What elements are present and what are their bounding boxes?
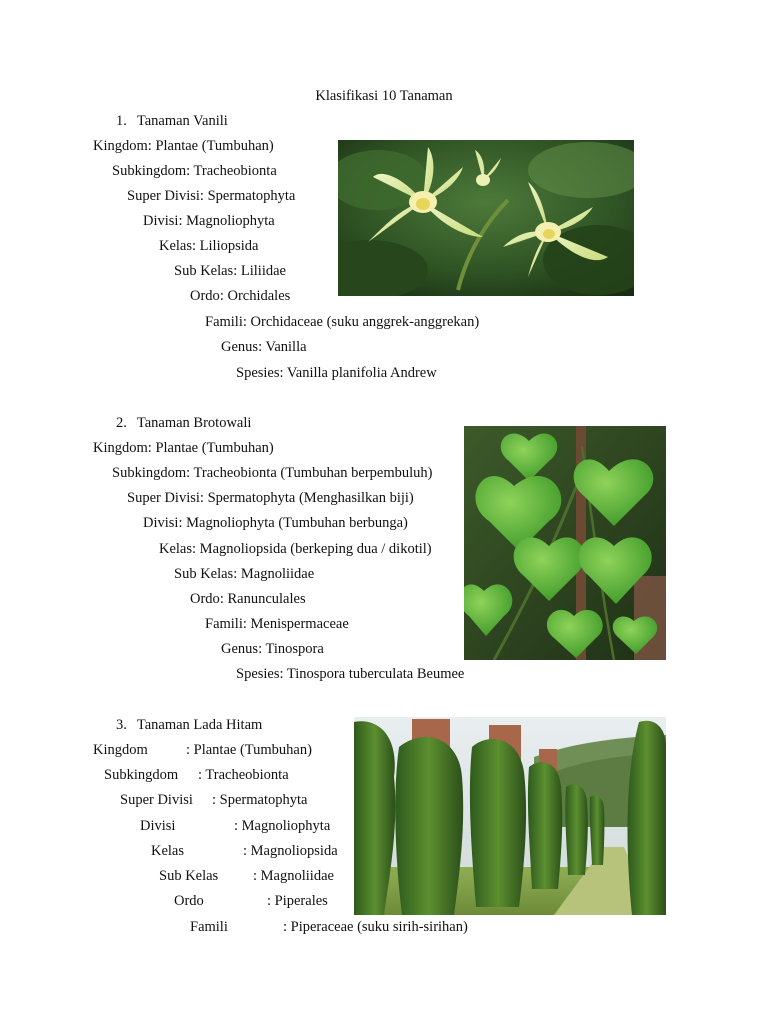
rank-label: Kingdom (93, 440, 148, 456)
rank-label: Famili (190, 919, 228, 935)
rank-value: Tinospora tuberculata Beumee (286, 666, 465, 682)
rank-value: Menispermaceae (250, 616, 349, 632)
classification-row: Sub Kelas : Magnoliidae (159, 868, 334, 884)
rank-label: Famili (205, 314, 243, 330)
rank-label: Famili (205, 616, 243, 632)
classification-row: Ordo: Orchidales (190, 288, 291, 304)
rank-value: Orchidaceae (suku anggrek-anggrekan) (250, 314, 480, 330)
brotowali-leaves-photo (464, 426, 666, 660)
classification-row: Kelas: Magnoliopsida (berkeping dua / dikotil) (159, 541, 432, 557)
rank-value: Magnoliophyta (241, 818, 331, 834)
rank-label: Kelas (159, 541, 193, 557)
rank-value: Vanilla planifolia Andrew (286, 365, 437, 381)
classification-row: Spesies: Vanilla planifolia Andrew (236, 365, 437, 381)
classification-row: Kingdom: Plantae (Tumbuhan) (93, 440, 274, 456)
pepper-plantation-photo (354, 717, 666, 915)
rank-label: Subkingdom (104, 767, 179, 783)
section-heading (116, 112, 228, 130)
classification-row: Kelas : Magnoliopsida (151, 843, 338, 859)
rank-value: Plantae (Tumbuhan) (155, 440, 274, 456)
rank-value: Magnoliopsida (250, 843, 338, 859)
rank-value: Magnoliidae (240, 566, 315, 582)
section-title: Tanaman Lada Hitam (136, 717, 263, 733)
rank-value: Piperaceae (suku sirih-sirihan) (290, 919, 468, 935)
rank-value: Magnoliophyta (Tumbuhan berbunga) (186, 515, 408, 531)
rank-value: Tinospora (265, 641, 324, 657)
rank-label: Ordo (190, 591, 220, 607)
section-number: 1. (116, 113, 127, 129)
rank-value: Magnoliopsida (berkeping dua / dikotil) (199, 541, 432, 557)
rank-value: Ranunculales (227, 591, 306, 607)
classification-row: Subkingdom: Tracheobionta (Tumbuhan berpembuluh) (112, 465, 433, 481)
rank-label: Subkingdom (112, 465, 187, 481)
classification-row: Divisi : Magnoliophyta (140, 818, 331, 834)
rank-value: Spermatophyta (219, 792, 308, 808)
rank-label: Divisi (140, 818, 176, 834)
rank-value: Tracheobionta (205, 767, 289, 783)
classification-row: Super Divisi: Spermatophyta (127, 188, 296, 204)
classification-row: Spesies: Tinospora tuberculata Beumee (236, 666, 465, 682)
rank-value: Orchidales (227, 288, 291, 304)
classification-row: Ordo : Piperales (174, 893, 328, 909)
rank-value: Liliidae (240, 263, 286, 279)
rank-label: Sub Kelas (159, 868, 219, 884)
classification-row: Divisi: Magnoliophyta (143, 213, 275, 229)
rank-label: Spesies (236, 365, 280, 381)
rank-label: Kingdom (93, 742, 148, 758)
document-title: Klasifikasi 10 Tanaman (315, 88, 453, 104)
section-number: 2. (116, 415, 127, 431)
classification-row: Sub Kelas: Liliidae (174, 263, 286, 279)
section-number: 3. (116, 717, 127, 733)
rank-label: Genus (221, 641, 259, 657)
rank-label: Super Divisi (120, 792, 193, 808)
rank-value: Spermatophyta (207, 188, 296, 204)
section-heading (116, 716, 262, 734)
rank-label: Divisi (143, 213, 179, 229)
section-title: Tanaman Vanili (136, 113, 228, 129)
rank-label: Genus (221, 339, 259, 355)
rank-value: Magnoliidae (260, 868, 334, 884)
rank-label: Divisi (143, 515, 179, 531)
rank-value: Vanilla (265, 339, 307, 355)
classification-row: Subkingdom: Tracheobionta (112, 163, 277, 179)
rank-value: Liliopsida (199, 238, 259, 254)
classification-row: Famili: Orchidaceae (suku anggrek-anggrekan) (205, 314, 480, 330)
classification-row: Famili: Menispermaceae (205, 616, 349, 632)
rank-label: Kelas (151, 843, 185, 859)
classification-row: Divisi: Magnoliophyta (Tumbuhan berbunga) (143, 515, 408, 531)
rank-value: Tracheobionta (193, 163, 277, 179)
classification-row: Kingdom: Plantae (Tumbuhan) (93, 138, 274, 154)
rank-value: Piperales (274, 893, 328, 909)
classification-row: Sub Kelas: Magnoliidae (174, 566, 315, 582)
rank-label: Kelas (159, 238, 193, 254)
rank-value: Plantae (Tumbuhan) (155, 138, 274, 154)
rank-label: Sub Kelas (174, 263, 234, 279)
rank-value: Tracheobionta (Tumbuhan berpembuluh) (193, 465, 433, 481)
rank-label: Super Divisi (127, 490, 200, 506)
section-heading (116, 414, 251, 432)
rank-value: Spermatophyta (Menghasilkan biji) (207, 490, 414, 506)
section-title: Tanaman Brotowali (136, 415, 252, 431)
classification-row: Kingdom : Plantae (Tumbuhan) (93, 742, 312, 758)
classification-row: Subkingdom : Tracheobionta (104, 767, 289, 783)
rank-label: Spesies (236, 666, 280, 682)
classification-row: Genus: Vanilla (221, 339, 307, 355)
rank-label: Ordo (174, 893, 204, 909)
vanilla-flower-photo (338, 140, 634, 296)
rank-value: Plantae (Tumbuhan) (193, 742, 312, 758)
classification-row: Super Divisi: Spermatophyta (Menghasilkan biji) (127, 490, 414, 506)
rank-label: Super Divisi (127, 188, 200, 204)
classification-row: Famili : Piperaceae (suku sirih-sirihan) (190, 919, 468, 935)
rank-label: Sub Kelas (174, 566, 234, 582)
classification-row: Genus: Tinospora (221, 641, 324, 657)
classification-row: Kelas: Liliopsida (159, 238, 259, 254)
rank-value: Magnoliophyta (186, 213, 275, 229)
rank-label: Subkingdom (112, 163, 187, 179)
classification-row: Ordo: Ranunculales (190, 591, 306, 607)
classification-row: Super Divisi : Spermatophyta (120, 792, 308, 808)
rank-label: Kingdom (93, 138, 148, 154)
rank-label: Ordo (190, 288, 220, 304)
